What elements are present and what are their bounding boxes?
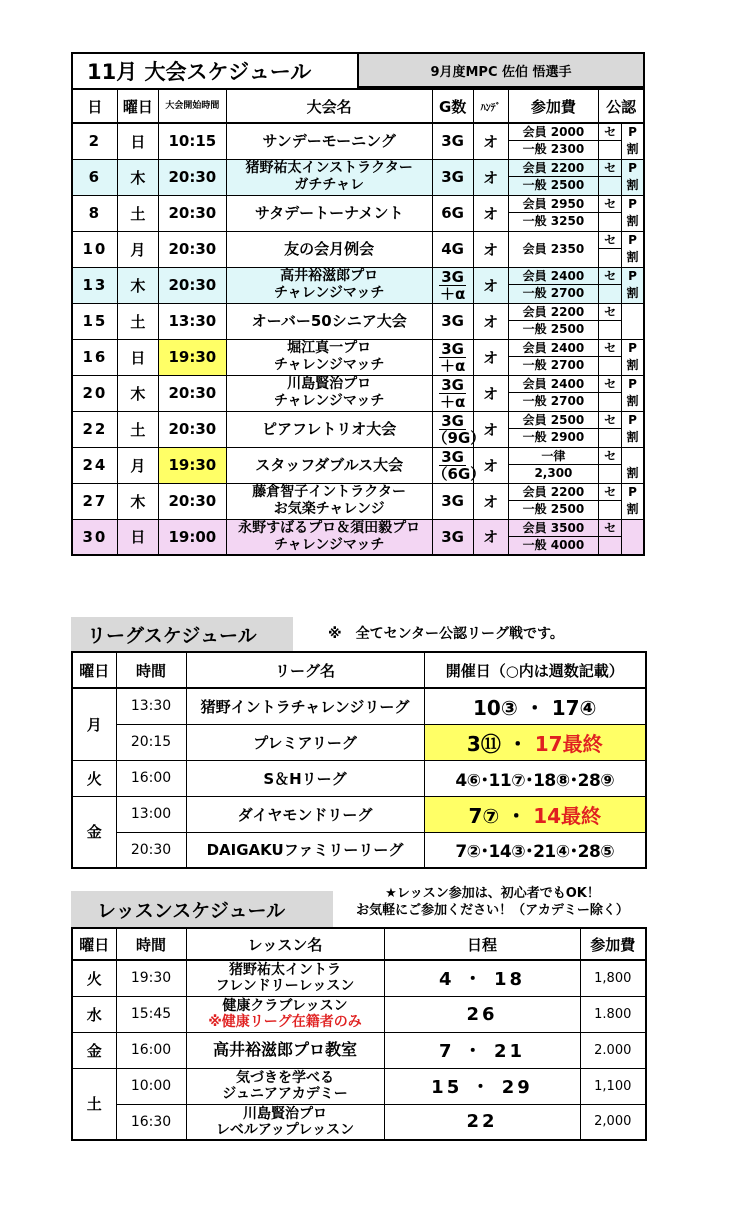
tournament-handicap: オ [473,303,508,339]
tournament-row [72,411,644,447]
tournament-day: 10 [72,231,117,267]
league-name: 猪野イントラチャレンジリーグ [186,688,424,724]
lesson-fee: 2.000 [580,1032,646,1068]
tournament-games [432,375,473,411]
fee-member: 会員 2200 [509,484,599,501]
header-certified: 公認 [599,89,644,123]
tournament-name-line2: チャレンジマッチ [274,285,385,301]
league-time: 16:00 [116,760,186,796]
tournament-day: 8 [72,195,117,231]
lesson-name-line2: フレンドリーレッスン [215,978,355,995]
league-table [71,651,647,869]
tournament-name-line2: チャレンジマッチ [274,536,385,553]
tournament-handicap: オ [473,519,508,555]
tournament-time: 13:30 [158,303,226,339]
league-time: 13:00 [116,796,186,832]
certified-marks [599,411,644,447]
lesson-name: 高井裕滋郎プロ教室 [186,1032,384,1068]
tournament-games: 3G [432,519,473,555]
mark-p: P [628,376,637,391]
fee-member: 会員 2950 [509,196,599,213]
league-note: ※ 全てセンター公認リーグ戦です。 [328,626,564,642]
tournament-fee [508,519,599,555]
fee-general: 一般 2300 [522,142,585,157]
tournament-name-line2: チャレンジマッチ [274,357,385,373]
tournament-time: 20:30 [158,159,226,195]
mark-center: セ [599,268,621,286]
mark-p: P [628,340,637,355]
league-time: 13:30 [116,688,186,724]
lesson-name [186,996,384,1032]
certified-marks [599,159,644,195]
tournament-header-row [72,89,644,123]
mark-discount: 割 [626,250,639,264]
header-day: 日 [72,89,117,123]
tournament-name-line2: お気楽チャレンジ [273,501,385,517]
league-header-weekday: 曜日 [72,652,116,688]
lesson-header-fee: 参加費 [580,928,646,960]
tournament-fee [508,231,599,267]
mpc-player-banner: 9月度MPC 佐伯 悟選手 [357,52,645,88]
mark-center: セ [599,484,621,502]
lesson-fee: 1,100 [580,1068,646,1104]
lesson-name-line1: 猪野祐太イントラ [229,962,341,979]
lesson-name-line2: ジュニアアカデミー [222,1086,348,1102]
tournament-weekday: 月 [117,231,158,267]
tournament-handicap: オ [473,447,508,483]
lesson-row [72,1032,646,1068]
tournament-table [71,88,645,556]
tournament-name-line1: 高井裕滋郎プロ [280,268,379,284]
lesson-row [72,1068,646,1104]
certified-marks [599,339,644,375]
header-tournament-name: 大会名 [226,89,432,123]
games-count: 3G [441,447,464,466]
lesson-weekday: 水 [72,996,116,1032]
lesson-header-time: 時間 [116,928,186,960]
lesson-name [186,1104,384,1140]
mark-p: P [628,412,637,427]
certified-marks [599,483,644,519]
lesson-name-line2: レベルアップレッスン [215,1121,355,1138]
mark-center: セ [599,448,621,466]
tournament-games: 3G [432,123,473,159]
tournament-name: 友の会月例会 [226,231,432,267]
tournament-day: 22 [72,411,117,447]
certified-marks [599,195,644,231]
mark-center: セ [599,232,621,250]
tournament-name [226,375,432,411]
league-weekday: 金 [72,796,116,868]
lesson-row [72,996,646,1032]
fee-general: 一般 2500 [522,502,585,516]
league-final-date: 17最終 [534,731,603,756]
lesson-row [72,1104,646,1140]
tournament-name [226,519,432,555]
tournament-handicap: オ [473,123,508,159]
lesson-schedule: 26 [384,996,580,1032]
league-row [72,688,646,724]
tournament-day: 20 [72,375,117,411]
tournament-weekday: 木 [117,267,158,303]
tournament-fee [508,375,599,411]
league-row [72,724,646,760]
tournament-games [432,447,486,483]
tournament-time: 20:30 [158,267,226,303]
tournament-time: 19:00 [158,519,226,555]
tournament-fee [508,339,599,375]
tournament-name: スタッフダブルス大会 [226,447,432,483]
certified-marks [599,267,644,303]
tournament-games [432,411,486,447]
tournament-name [226,339,432,375]
mark-center: セ [599,340,621,358]
mark-p: P [628,268,637,283]
tournament-day: 6 [72,159,117,195]
tournament-row [72,375,644,411]
league-time: 20:30 [116,832,186,868]
tournament-games: 3G [432,483,473,519]
lesson-name [186,960,384,996]
games-extra: ＋α [439,284,466,303]
tournament-day: 30 [72,519,117,555]
fee-member: 会員 3500 [509,520,599,537]
league-row [72,796,646,832]
tournament-time: 20:30 [158,231,226,267]
tournament-row [72,303,644,339]
mark-center: セ [599,160,621,178]
league-dates-text: 7⑦ ・ [468,803,534,828]
tournament-name-line1: 堀江真一プロ [287,340,372,356]
tournament-games: 6G [432,195,473,231]
tournament-fee [508,267,599,303]
mark-p: P [628,232,637,247]
lesson-name-line1: 気づきを学べる [236,1070,334,1086]
tournament-day: 16 [72,339,117,375]
tournament-row [72,519,644,555]
tournament-time: 20:30 [158,411,226,447]
fee-member: 会員 2400 [509,340,599,357]
league-header-row [72,652,646,688]
lesson-header-weekday: 曜日 [72,928,116,960]
tournament-day: 24 [72,447,117,483]
tournament-fee [508,159,599,195]
mark-p [622,304,643,322]
league-weekday: 火 [72,760,116,796]
lesson-row [72,960,646,996]
lesson-table [71,927,647,1141]
lesson-name-line1: 健康クラブレッスン [222,998,348,1014]
mark-discount [622,321,643,339]
header-fee: 参加費 [508,89,599,123]
fee-member: 会員 2200 [509,160,599,177]
mark-center: セ [599,196,621,214]
lesson-schedule: 22 [384,1104,580,1140]
header-handicap: ﾊﾝﾃﾞ [473,89,508,123]
league-schedule-title: リーグスケジュール [71,617,293,651]
lesson-time: 19:30 [116,960,186,996]
games-extra: ＋α [439,392,466,411]
tournament-name-line2: チャレンジマッチ [274,393,385,409]
mark-discount: 割 [626,430,639,444]
league-name: ダイヤモンドリーグ [186,796,424,832]
tournament-name-line2: ガチチャレ [294,177,364,193]
fee-general: 一般 3250 [522,214,585,228]
tournament-name-line1: 藤倉智子イントラクター [252,484,407,500]
tournament-fee [508,195,599,231]
league-time: 20:15 [116,724,186,760]
tournament-row [72,195,644,231]
lesson-schedule: 7 ・ 21 [384,1032,580,1068]
tournament-time: 20:30 [158,483,226,519]
tournament-name: サンデーモーニング [226,123,432,159]
tournament-name: ピアフレトリオ大会 [226,411,432,447]
tournament-time: 20:30 [158,375,226,411]
tournament-time: 10:15 [158,123,226,159]
tournament-weekday: 木 [117,375,158,411]
lesson-schedule-title: レッスンスケジュール [71,891,333,927]
tournament-schedule-title: 11月 大会スケジュール [71,52,357,88]
tournament-name [226,159,432,195]
tournament-fee [508,483,599,519]
lesson-header-row [72,928,646,960]
tournament-weekday: 月 [117,447,158,483]
games-count: 3G [441,411,464,430]
lesson-note [340,885,645,919]
games-extra: ＋α [439,356,466,375]
lesson-header-name: レッスン名 [186,928,384,960]
lesson-fee: 1,800 [580,960,646,996]
tournament-handicap: オ [473,339,508,375]
tournament-day: 15 [72,303,117,339]
mark-center: セ [599,376,621,394]
tournament-name: オーバー50シニア大会 [226,303,432,339]
mark-discount: 割 [626,466,639,480]
mark-center: セ [599,304,621,322]
fee-general: 一般 2700 [522,358,585,372]
header-weekday: 曜日 [117,89,158,123]
fee-member: 会員 2350 [522,242,585,256]
tournament-name: サタデートーナメント [226,195,432,231]
tournament-weekday: 木 [117,483,158,519]
certified-marks [599,375,644,411]
tournament-games: 3G [432,159,473,195]
tournament-handicap: オ [473,195,508,231]
league-dates-text: 3⑪ ・ [466,731,535,756]
lesson-schedule: 4 ・ 18 [384,960,580,996]
tournament-handicap: オ [473,375,508,411]
tournament-day: 13 [72,267,117,303]
league-dates: 7②･14③･21④･28⑤ [424,832,646,868]
league-dates: 10③ ・ 17④ [424,688,646,724]
lesson-schedule: 15 ・ 29 [384,1068,580,1104]
lesson-header-schedule: 日程 [384,928,580,960]
tournament-weekday: 日 [117,519,158,555]
fee-member: 会員 2200 [509,304,599,321]
tournament-name-line1: 猪野祐太インストラクター [245,160,413,176]
lesson-name-line2: ※健康リーグ在籍者のみ [208,1014,362,1030]
fee-general: 一般 2500 [522,322,585,336]
tournament-weekday: 木 [117,159,158,195]
fee-general: 一般 4000 [522,537,585,552]
fee-member: 会員 2500 [509,412,599,429]
games-count: 3G [441,375,464,394]
tournament-time: 19:30 [158,339,226,375]
tournament-games [432,339,473,375]
tournament-games: 4G [432,231,473,267]
tournament-row [72,339,644,375]
tournament-handicap: オ [473,231,508,267]
fee-general: 一般 2500 [522,178,585,192]
mark-p [622,520,643,537]
league-header-time: 時間 [116,652,186,688]
games-count: 3G [441,267,464,286]
mark-discount: 割 [626,358,639,372]
league-header-dates: 開催日（○内は週数記載） [424,652,646,688]
tournament-weekday: 日 [117,123,158,159]
mark-p: P [628,160,637,175]
lesson-note-line2: お気軽にご参加ください！（アカデミー除く） [356,903,629,918]
tournament-games [432,267,473,303]
certified-marks [599,519,644,555]
lesson-name-line1: 川島賢治プロ [243,1105,327,1122]
lesson-time: 15:45 [116,996,186,1032]
certified-marks [599,447,644,483]
mark-p: P [628,484,637,499]
mark-discount: 割 [626,394,639,408]
mark-center: セ [599,520,621,537]
league-name: プレミアリーグ [186,724,424,760]
league-weekday: 月 [72,688,116,760]
tournament-weekday: 日 [117,339,158,375]
tournament-time: 19:30 [158,447,226,483]
header-games: G数 [432,89,473,123]
header-start-time: 大会開始時間 [158,89,226,123]
league-row [72,832,646,868]
mark-discount: 割 [626,142,639,157]
fee-general: 一般 2700 [522,286,585,300]
mark-discount: 割 [626,178,639,192]
tournament-handicap: オ [473,159,508,195]
league-dates: 4⑥･11⑦･18⑧･28⑨ [424,760,646,796]
fee-member: 会員 2400 [509,376,599,393]
mark-discount: 割 [626,286,639,300]
lesson-time: 16:00 [116,1032,186,1068]
tournament-handicap: オ [473,483,508,519]
tournament-weekday: 土 [117,303,158,339]
league-name: S＆Hリーグ [186,760,424,796]
fee-member: 会員 2400 [509,268,599,285]
fee-general: 一般 2900 [522,430,585,444]
league-dates [424,796,646,832]
tournament-fee [508,123,599,159]
league-name: DAIGAKUファミリーリーグ [186,832,424,868]
tournament-name [226,483,432,519]
mark-discount: 割 [626,502,639,516]
tournament-name-line1: 永野すばるプロ＆須田毅プロ [238,519,421,536]
lesson-fee: 1.800 [580,996,646,1032]
tournament-row [72,483,644,519]
league-final-date: 14最終 [533,803,602,828]
games-extra: （6G） [432,464,486,483]
mark-center: セ [599,412,621,430]
lesson-time: 16:30 [116,1104,186,1140]
tournament-handicap: オ [473,411,508,447]
tournament-fee [508,303,599,339]
lesson-weekday: 金 [72,1032,116,1068]
tournament-day: 27 [72,483,117,519]
league-dates [424,724,646,760]
tournament-fee [508,411,599,447]
fee-member: 一律 [509,448,599,465]
mark-center: セ [599,124,621,141]
tournament-row [72,447,644,483]
tournament-weekday: 土 [117,411,158,447]
mark-p: P [628,125,637,139]
tournament-name [226,267,432,303]
tournament-handicap: オ [473,267,508,303]
tournament-weekday: 土 [117,195,158,231]
league-header-name: リーグ名 [186,652,424,688]
league-row [72,760,646,796]
tournament-games: 3G [432,303,473,339]
tournament-time: 20:30 [158,195,226,231]
lesson-note-line1: ★レッスン参加は、初心者でもOK！ [385,886,600,901]
tournament-name-line1: 川島賢治プロ [287,376,372,392]
fee-member: 会員 2000 [509,124,599,141]
tournament-row [72,267,644,303]
lesson-name [186,1068,384,1104]
certified-marks [599,231,644,267]
lesson-weekday: 土 [72,1068,116,1140]
tournament-row [72,123,644,159]
mark-p [622,448,643,466]
tournament-row [72,159,644,195]
tournament-day: 2 [72,123,117,159]
lesson-time: 10:00 [116,1068,186,1104]
fee-general: 一般 2700 [522,394,585,408]
mark-discount: 割 [626,214,639,228]
games-extra: （9G） [432,428,486,447]
certified-marks [599,123,644,159]
mark-p: P [628,196,637,211]
certified-marks [599,303,644,339]
mark-discount [622,537,643,554]
lesson-weekday: 火 [72,960,116,996]
lesson-fee: 2,000 [580,1104,646,1140]
tournament-fee [508,447,599,483]
fee-general: 2,300 [534,466,573,480]
games-count: 3G [441,339,464,358]
tournament-row [72,231,644,267]
